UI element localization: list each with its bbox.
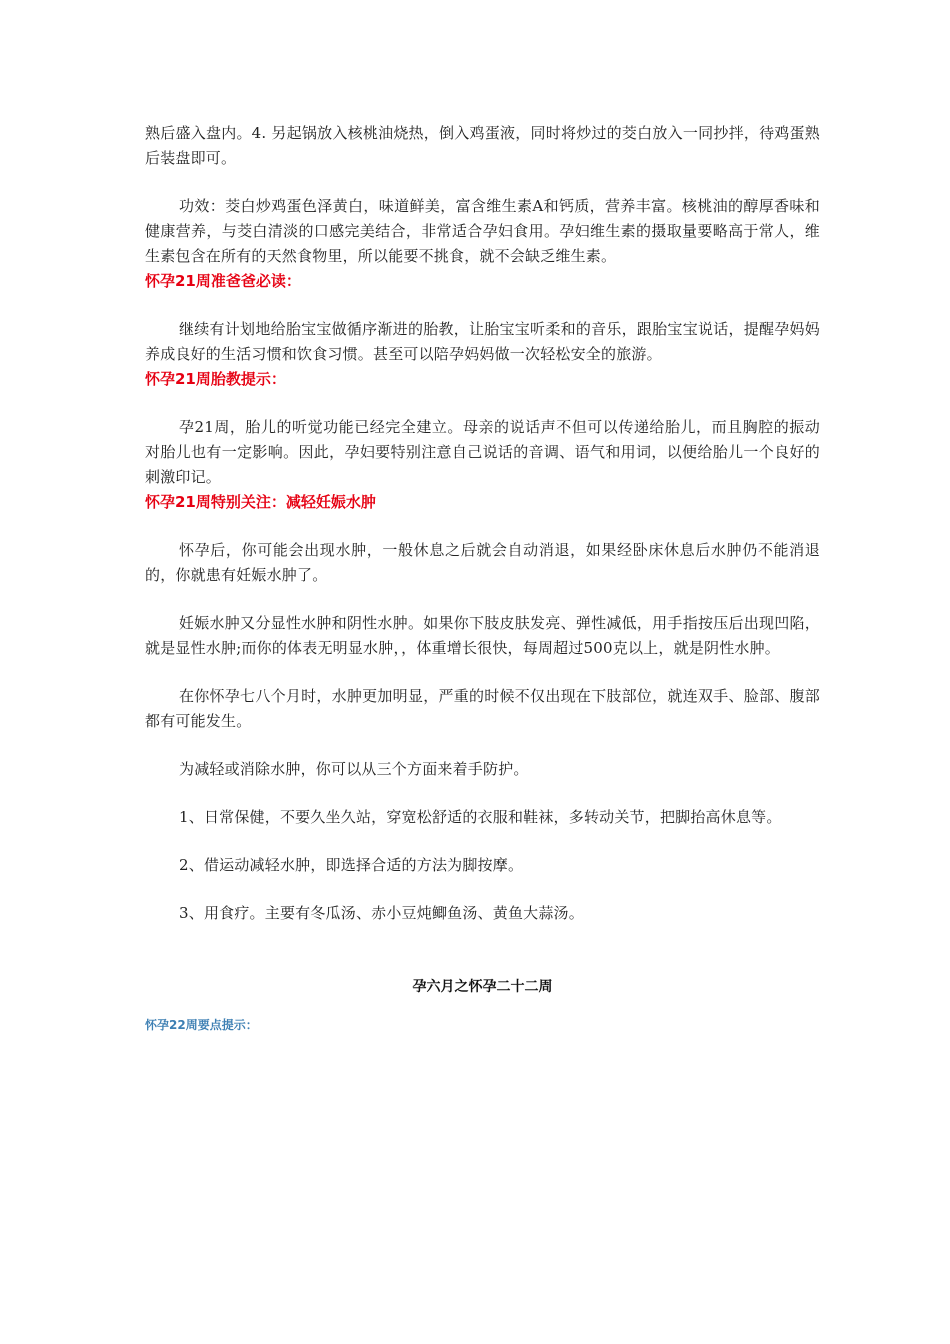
edema-types-paragraph: 妊娠水肿又分显性水肿和阴性水肿。如果你下肢皮肤发亮、弹性减低，用手指按压后出现凹陷，就是显性水肿;而你的体表无明显水肿，，体重增长很快，每周超过500克以上，就是阴性水肿。 (145, 614, 820, 657)
section-heading-prenatal-tips: 怀孕21周胎教提示： (145, 370, 286, 388)
recipe-step-paragraph: 熟后盛入盘内。4. 另起锅放入核桃油烧热，倒入鸡蛋液，同时将炒过的茭白放入一同抄拌，待鸡蛋熟后装盘即可。 (145, 124, 820, 167)
benefits-paragraph: 功效：茭白炒鸡蛋色泽黄白，味道鲜美，富含维生素A和钙质，营养丰富。核桃油的醇厚香味和健康营养，与茭白清淡的口感完美结合，非常适合孕妇食用。孕妇维生素的摄取量要略高于常人，维生素包含在所有的天然食物里，所以能要不挑食，就不会缺乏维生素。 (145, 197, 820, 265)
prevention-item-3: 3、用食疗。主要有冬瓜汤、赤小豆炖鲫鱼汤、黄鱼大蒜汤。 (179, 904, 584, 922)
section-heading-week22: 怀孕22周要点提示： (145, 1018, 258, 1032)
edema-late-paragraph: 在你怀孕七八个月时，水肿更加明显，严重的时候不仅出现在下肢部位，就连双手、脸部、腹部都有可能发生。 (145, 687, 820, 730)
chapter-title: 孕六月之怀孕二十二周 (412, 979, 553, 995)
dad-reading-paragraph: 继续有计划地给胎宝宝做循序渐进的胎教，让胎宝宝听柔和的音乐，跟胎宝宝说话，提醒孕妈妈养成良好的生活习惯和饮食习惯。甚至可以陪孕妈妈做一次轻松安全的旅游。 (145, 320, 820, 363)
edema-intro-paragraph: 怀孕后，你可能会出现水肿，一般休息之后就会自动消退，如果经卧床休息后水肿仍不能消退的，你就患有妊娠水肿了。 (145, 541, 820, 584)
section-heading-dad-reading: 怀孕21周准爸爸必读： (145, 272, 301, 290)
prevention-item-1: 1、日常保健，不要久坐久站，穿宽松舒适的衣服和鞋袜，多转动关节，把脚抬高休息等。 (179, 808, 782, 826)
edema-prevention-intro: 为减轻或消除水肿，你可以从三个方面来着手防护。 (179, 760, 529, 778)
prevention-item-2: 2、借运动减轻水肿，即选择合适的方法为脚按摩。 (179, 856, 524, 874)
prenatal-tips-paragraph: 孕21周，胎儿的听觉功能已经完全建立。母亲的说话声不但可以传递给胎儿，而且胸腔的振动对胎儿也有一定影响。因此，孕妇要特别注意自己说话的音调、语气和用词，以便给胎儿一个良好的刺激印记。 (145, 418, 820, 486)
section-heading-edema: 怀孕21周特别关注：减轻妊娠水肿 (145, 493, 376, 511)
document-page (145, 121, 820, 1035)
